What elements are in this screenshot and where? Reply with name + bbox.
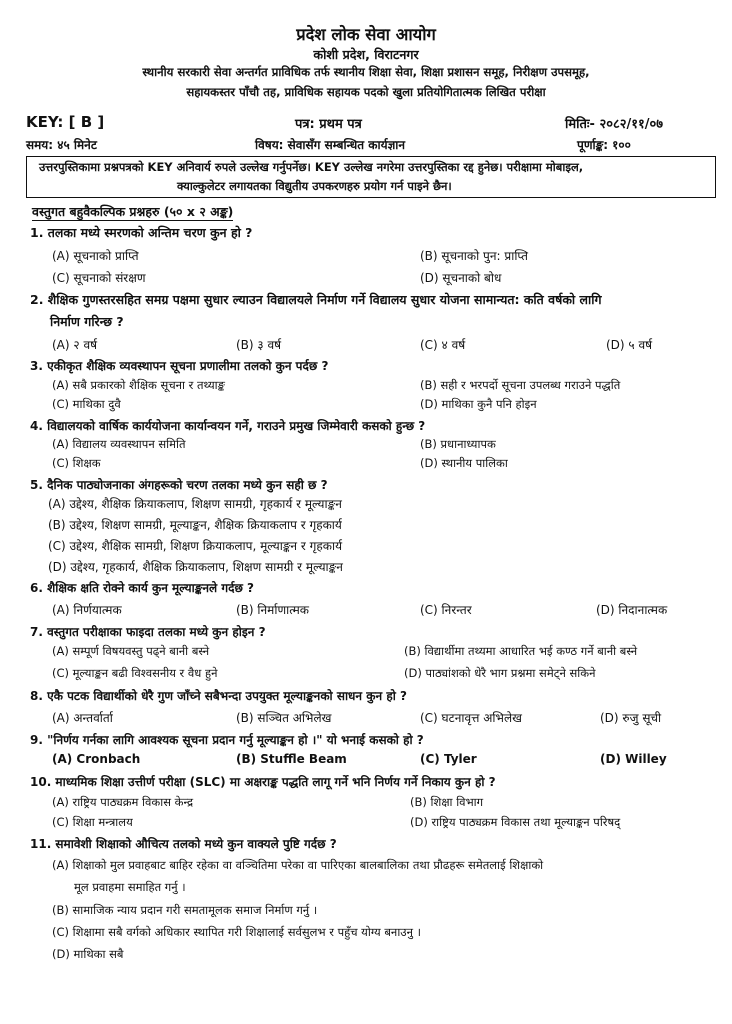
answer-key: KEY: [ B ] [26,113,105,131]
q3-option-c: (C) माथिका दुवै [52,397,121,411]
q7-option-a: (A) सम्पूर्ण विषयवस्तु पढ्ने बानी बस्ने [52,644,210,658]
q6-option-b: (B) निर्माणात्मक [236,603,310,617]
question-6: 6. शैक्षिक क्षति रोक्ने कार्य कुन मूल्याङ्कनले गर्दछ ? [30,581,255,595]
q1-option-c: (C) सूचनाको संरक्षण [52,271,146,285]
full-marks: पूर्णाङ्क: १०० [577,138,631,152]
question-2-cont: निर्माण गरिन्छ ? [50,314,124,329]
instruction-line-1: उत्तरपुस्तिकामा प्रश्नपत्रको KEY अनिवार्य रुपले उल्लेख गर्नुपर्नेछ। KEY उल्लेख नगरेमा उत्तरपुस्तिका रद्द हुनेछ। परीक्षामा मोबाइल, [39,160,584,174]
q9-option-d: (D) Willey [600,752,667,766]
q5-option-a: (A) उद्देश्य, शैक्षिक क्रियाकलाप, शिक्षण सामग्री, गृहकार्य र मूल्याङ्कन [48,497,342,511]
q5-option-b: (B) उद्देश्य, शिक्षण सामग्री, मूल्याङ्कन, शैक्षिक क्रियाकलाप र गृहकार्य [48,518,342,532]
exam-post-line: सहायकस्तर पाँचौ तह, प्राविधिक सहायक पदको खुला प्रतियोगितात्मक लिखित परीक्षा [186,85,546,99]
q8-option-a: (A) अन्तर्वार्ता [52,711,113,725]
question-2: 2. शैक्षिक गुणस्तरसहित समग्र पक्षमा सुधार ल्याउन विद्यालयले निर्माण गर्ने विद्यालय सुधार योजना सामान्यत: कति वर्षको लागि [30,292,602,307]
q11-option-a-cont: मूल प्रवाहमा समाहित गर्नु । [74,880,186,894]
q6-option-a: (A) निर्णयात्मक [52,603,122,617]
question-8: 8. एकै पटक विद्यार्थीको धेरै गुण जाँच्ने सबैभन्दा उपयुक्त मूल्याङ्कनको साधन कुन हो ? [30,689,407,703]
q4-option-a: (A) विद्यालय व्यवस्थापन समिति [52,437,186,451]
q7-option-c: (C) मूल्याङ्कन बढी विश्वसनीय र वैध हुने [52,666,218,680]
q11-option-d: (D) माथिका सबै [52,947,124,961]
section-title: वस्तुगत बहुवैकल्पिक प्रश्नहरु (५० x २ अङ्क) [32,204,234,219]
q4-option-d: (D) स्थानीय पालिका [420,456,508,470]
paper-label: पत्र: प्रथम पत्र [295,117,362,132]
q8-option-c: (C) घटनावृत्त अभिलेख [420,711,522,725]
q4-option-c: (C) शिक्षक [52,456,101,470]
q4-option-b: (B) प्रधानाध्यापक [420,437,496,451]
q6-option-d: (D) निदानात्मक [596,603,668,617]
subject-label: विषय: सेवासँग सम्बन्धित कार्यज्ञान [255,138,406,152]
q2-option-a: (A) २ वर्ष [52,338,98,352]
question-9: 9. "निर्णय गर्नका लागि आवश्यक सूचना प्रदान गर्नु मूल्याङ्कन हो ।" यो भनाई कसको हो ? [30,733,424,747]
q3-option-d: (D) माथिका कुनै पनि होइन [420,397,537,411]
exam-time: समय: ४५ मिनेट [26,138,97,152]
question-7: 7. वस्तुगत परीक्षाका फाइदा तलका मध्ये कुन होइन ? [30,625,266,639]
q11-option-b: (B) सामाजिक न्याय प्रदान गरी समतामूलक समाज निर्माण गर्नु । [52,903,318,917]
q10-option-a: (A) राष्ट्रिय पाठ्यक्रम विकास केन्द्र [52,795,194,809]
q5-option-c: (C) उद्देश्य, शैक्षिक सामग्री, शिक्षण क्रियाकलाप, मूल्याङ्कन र गृहकार्य [48,539,343,553]
q8-option-d: (D) रुजु सूची [600,711,662,725]
q1-option-a: (A) सूचनाको प्राप्ति [52,249,139,263]
question-4: 4. विद्यालयको वार्षिक कार्ययोजना कार्यान्वयन गर्ने, गराउने प्रमुख जिम्मेवारी कसको हुन्छ ? [30,419,426,433]
instruction-line-2: क्याल्कुलेटर लगायतका विद्युतीय उपकरणहरु प्रयोग गर्न पाइने छैन। [177,179,452,193]
commission-title: प्रदेश लोक सेवा आयोग [296,25,436,44]
q8-option-b: (B) सञ्चित अभिलेख [236,711,332,725]
exam-service-line: स्थानीय सरकारी सेवा अन्तर्गत प्राविधिक तर्फ स्थानीय शिक्षा सेवा, शिक्षा प्रशासन समूह, निरीक्षण उपसमूह, [142,65,590,79]
question-10: 10. माध्यमिक शिक्षा उत्तीर्ण परीक्षा (SLC) मा अक्षराङ्क पद्धति लागू गर्ने भनि निर्णय गर्ने निकाय कुन हो ? [30,775,496,789]
q5-option-d: (D) उद्देश्य, गृहकार्य, शैक्षिक क्रियाकलाप, शिक्षण सामग्री र मूल्याङ्कन [48,560,343,574]
q10-option-c: (C) शिक्षा मन्त्रालय [52,815,133,829]
question-5: 5. दैनिक पाठ्योजनाका अंगहरूको चरण तलका मध्ये कुन सही छ ? [30,478,328,492]
province-location: कोशी प्रदेश, विराटनगर [313,47,419,62]
q1-option-d: (D) सूचनाको बोध [420,271,502,285]
q9-option-a: (A) Cronbach [52,752,141,766]
q2-option-b: (B) ३ वर्ष [236,338,282,352]
q10-option-d: (D) राष्ट्रिय पाठ्यक्रम विकास तथा मूल्याङ्कन परिषद् [410,815,621,829]
q3-option-a: (A) सबै प्रकारको शैक्षिक सूचना र तथ्याङ्क [52,378,225,392]
q11-option-a: (A) शिक्षाको मुल प्रवाहबाट बाहिर रहेका वा वञ्चितिमा परेका वा पारिएका बालबालिका तथा प्रौढहरू समेतलाई शिक्षाको [52,858,544,872]
question-3: 3. एकीकृत शैक्षिक व्यवस्थापन सूचना प्रणालीमा तलको कुन पर्दछ ? [30,359,329,373]
instruction-box [26,156,716,198]
question-11: 11. समावेशी शिक्षाको औचित्य तलको मध्ये कुन वाक्यले पुष्टि गर्दछ ? [30,837,337,851]
q3-option-b: (B) सही र भरपर्दो सूचना उपलब्ध गराउने पद्धति [420,378,621,392]
q1-option-b: (B) सूचनाको पुन: प्राप्ति [420,249,528,263]
q2-option-d: (D) ५ वर्ष [606,338,653,352]
q10-option-b: (B) शिक्षा विभाग [410,795,484,809]
q2-option-c: (C) ४ वर्ष [420,338,466,352]
q6-option-c: (C) निरन्तर [420,603,472,617]
q7-option-d: (D) पाठ्यांशको धेरै भाग प्रश्नमा समेट्ने सकिने [404,666,596,680]
exam-date: मितिः- २०८२/११/०७ [565,117,664,132]
q9-option-c: (C) Tyler [420,752,477,766]
q7-option-b: (B) विद्यार्थीमा तथ्यमा आधारित भई कण्ठ गर्ने बानी बस्ने [404,644,638,658]
q9-option-b: (B) Stuffle Beam [236,752,347,766]
question-1: 1. तलका मध्ये स्मरणको अन्तिम चरण कुन हो ? [30,225,253,240]
q11-option-c: (C) शिक्षामा सबै वर्गको अधिकार स्थापित गरी शिक्षालाई सर्वसुलभ र पहुँच योग्य बनाउनु । [52,925,421,939]
